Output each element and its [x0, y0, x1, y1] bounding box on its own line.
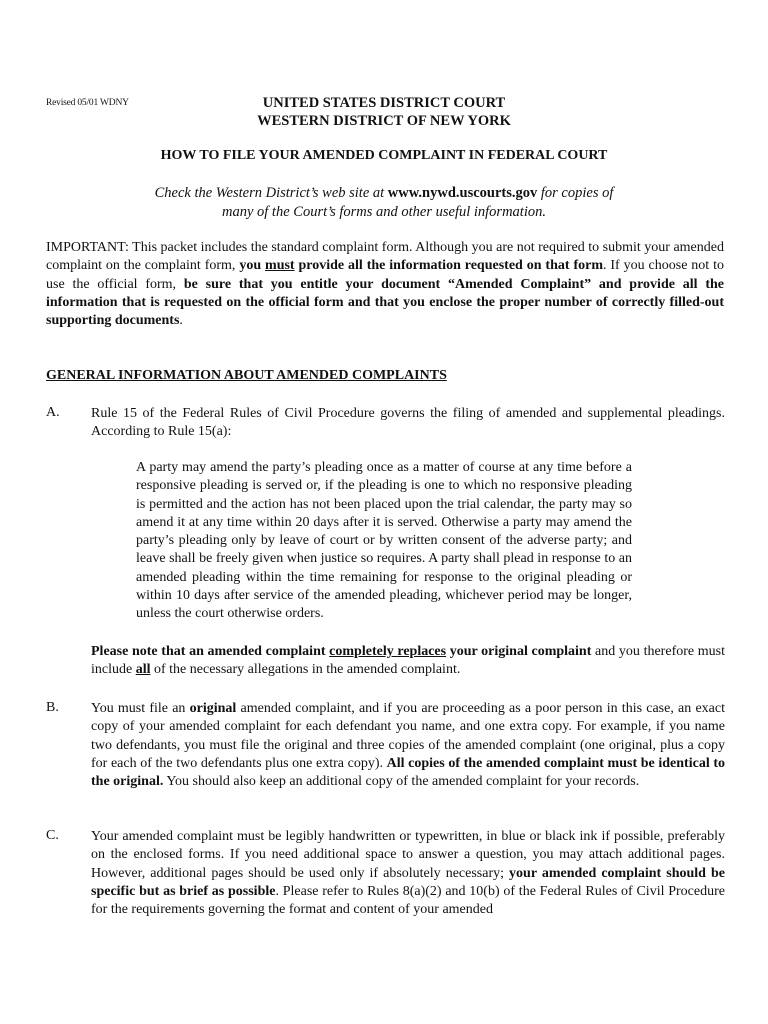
website-notice [0, 184, 768, 222]
document-title: HOW TO FILE YOUR AMENDED COMPLAINT IN FEDERAL COURT [160, 148, 608, 163]
note-bold-1: Please note that an amended complaint [91, 644, 330, 659]
court-name-line1: UNITED STATES DISTRICT COURT [262, 95, 506, 111]
important-bold-1 [239, 258, 603, 273]
item-b-marker: B. [46, 700, 59, 715]
item-c-text [91, 828, 725, 919]
important-bold-must: must [265, 258, 295, 274]
item-b-text-2: amended complaint, and if you are proceeding as a poor person in this case, an exact copy of your amended complaint for each defendant you name, and one extra copy. For example, if you name two defendants, you must file the original and three copies of the amended complaint (one original, plus a copy for each of the two defendants plus one extra copy). [91, 701, 725, 771]
website-line2: many of the Court’s forms and other useful information. [222, 204, 546, 220]
item-a-note [91, 643, 725, 680]
website-prefix: Check the Western District’s web site at [154, 185, 388, 201]
note-bold-2: your original complaint [446, 644, 592, 659]
important-bold-2: be sure that you entitle your document “Amended Complaint” and provide all the information that is requested on the official form and that you enclose the proper number of correctly filled-out supporting documents [46, 276, 724, 329]
section-heading: GENERAL INFORMATION ABOUT AMENDED COMPLAINTS [46, 368, 447, 383]
important-text-1: IMPORTANT: This packet includes the standard complaint form. Although you are not required to submit your amended complaint on the complaint form, [46, 240, 724, 274]
item-b-original: original [189, 701, 237, 716]
note-text-2: of the necessary allegations in the amended complaint. [150, 662, 461, 678]
item-c-marker: C. [46, 828, 59, 843]
item-c-bold: your amended complaint should be specific but as brief as possible [91, 865, 725, 899]
important-bold-you: you [239, 258, 266, 274]
website-url: www.nywd.uscourts.gov [387, 185, 538, 201]
item-b-bold-identical: All copies of the amended complaint must be identical to the original. [91, 755, 726, 790]
note-bold-completely-replaces: completely replaces [329, 644, 447, 659]
item-b-text [91, 700, 725, 791]
rule-15a-quote: A party may amend the party’s pleading once as a matter of course at any time before a responsive pleading is served or, if the pleading is one to which no responsive pleading is permitted and the action has not been placed upon the trial calendar, the party may so amend it at any time within 20 days after it is served. Otherwise a party may amend the party’s pleading only by leave of court or by written consent of the adverse party; and leave shall be freely given when justice so requires. A party shall plead in response to an amended pleading within the time remaining for response to the original pleading or within 10 days after service of the amended pleading, whichever period may be longer, unless the court otherwise orders. [136, 460, 632, 622]
website-suffix: for copies of [537, 185, 614, 201]
note-text-1: and you therefore must include [91, 644, 725, 678]
important-paragraph [46, 239, 724, 330]
item-c-text-2: . Please refer to Rules 8(a)(2) and 10(b) of the Federal Rules of Civil Procedure for the requirements governing the format and content of your amended [91, 883, 725, 918]
item-b-text-3: You should also keep an additional copy of the amended complaint for your records. [163, 774, 640, 790]
note-bold [91, 644, 591, 659]
important-text-2: . If you choose not to use the official form, [46, 258, 724, 292]
important-text-3: . [179, 313, 183, 329]
item-a-intro: Rule 15 of the Federal Rules of Civil Procedure governs the filing of amended and supplemental pleadings. According to Rule 15(a): [91, 406, 725, 440]
court-name-line2: WESTERN DISTRICT OF NEW YORK [257, 113, 511, 129]
revision-note: Revised 05/01 WDNY [46, 98, 129, 108]
item-a-marker: A. [46, 405, 60, 420]
item-b-text-1: You must file an [91, 701, 190, 716]
important-bold-provide: provide all the information requested on that form [294, 258, 603, 274]
item-c-text-1: Your amended complaint must be legibly handwritten or typewritten, in blue or black ink if possible, preferably on the enclosed forms. If you need additional space to answer a question, you may attach additional pages. However, additional pages should be used only if absolutely necessary; [91, 829, 725, 881]
note-all: all [135, 662, 151, 678]
